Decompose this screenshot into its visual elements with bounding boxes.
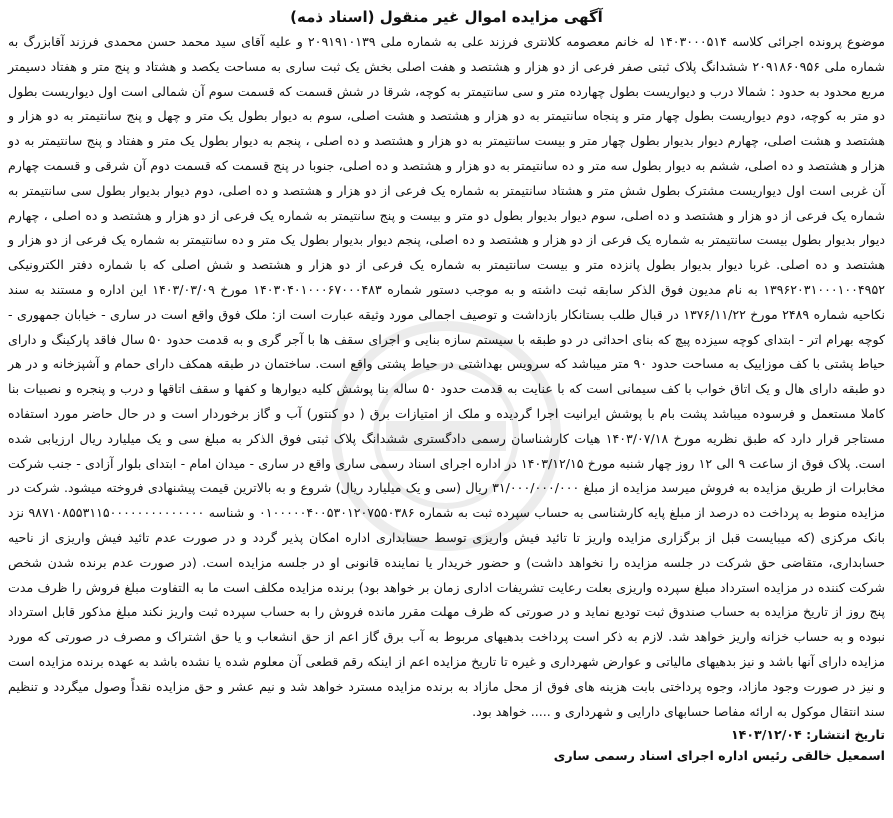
- notice-body: موضوع پرونده اجرائی کلاسه ۱۴۰۳۰۰۰۵۱۴ له خانم معصومه کلانتری فرزند علی به شماره ملی ۲۰۹۱۹۱۰۱۳۹ و علیه آقای سید محمد حسن محمدی فرزند آقابزرگ به شماره ملی ۲۰۹۱۸۶۰۹۵۶ ششدانگ پلاک ثبتی صفر فرعی از دو هزار و هشتصد و هفت اصلی بخش یک ثبت ساری به مساحت یکصد و هشتاد و پنج متر و هفتاد دسیمتر مربع محدود به حدود : شمالا درب و دیواریست بطول چهارده متر و سی سانتیمتر به کوچه، شرقا در شش قسمت که قسمت سوم آن شمالی است اول دیواریست بطول دو متر به کوچه، دوم دیواریست بطول چهار متر و پنجاه سانتیمتر به دو هزار و هشتصد و هشت اصلی، سوم به دیوار بطول یک متر و چهل و پنج سانتیمتر به دو هزار و هشتصد و هشت اصلی، چهارم دیوار بدیوار بطول چهار متر و بیست سانتیمتر به دو هزار و هشتصد و ده اصلی ، پنجم به دیوار بطول یک متر و هفتاد و پنج سانتیمتر به دو هزار و هشتصد و ده اصلی، ششم به دیوار بطول سه متر و ده سانتیمتر به دو هزار و هشتصد و ده اصلی، جنوبا در پنج قسمت که قسمت دوم آن شرقی و قسمت چهارم آن غربی است اول دیواریست مشترک بطول شش متر و هشتاد سانتیمتر به شماره یک فرعی از دو هزار و هشتصد و ده اصلی، دوم دیوار بدیوار بطول سی سانتیمتر به شماره یک فرعی از دو هزار و هشتصد و ده اصلی، سوم دیوار بدیوار بطول دو متر و بیست و پنج سانتیمتر به شماره یک فرعی از دو هزار و هشتصد و ده اصلی ، چهارم دیوار بدیوار بطول بیست سانتیمتر به شماره یک فرعی از دو هزار و هشتصد و ده اصلی، پنجم دیوار بدیوار بطول یک متر و ده سانتیمتر به شماره یک فرعی از دو هزار و هشتصد و ده اصلی. غربا دیوار بدیوار بطول پانزده متر و بیست سانتیمتر به شماره یک فرعی از دو هزار و هشتصد و شش اصلی که با شماره دفتر الکترونیکی ۱۳۹۶۲۰۳۱۰۰۰۱۰۰۴۹۵۲ به نام مدیون فوق الذکر سابقه ثبت داشته و به موجب دستور شماره ۱۴۰۳۰۴۰۱۰۰۰۶۷۰۰۰۴۸۳ مورخ ۱۴۰۳/۰۳/۰۹ این اداره و مستند به سند نکاحیه شماره ۲۴۸۹ مورخ ۱۳۷۶/۱۱/۲۲ در قبال طلب بستانکار بازداشت و توصیف اجمالی مورد وثیقه عبارت است از: ملک فوق واقع است در ساری - خیابان جمهوری - کوچه بهرام اتر - ابتدای کوچه سیزده پیچ که بنای احداثی در دو طبقه با سیستم سازه بنایی و اجرای سقف ها با آجر گری و به قدمت حدود ۵۰ سال فاقد پارکینگ و دارای حیاط پشتی با کف موزاییک به مساحت حدود ۹۰ متر میباشد که سرویس بهداشتی در حیاط پشتی واقع است. ساختمان در طبقه همکف دارای حمام و آشپزخانه و در هر دو طبقه دارای هال و یک اتاق خواب با کف سیمانی است که با عنایت به قدمت حدود ۵۰ ساله بنا پوشش کلیه دیوارها و کفها و سقف اتاقها و درب و پنجره و نصبیات بنا کاملا مستعمل و فرسوده میباشد پشت بام با پوشش ایرانیت اجرا گردیده و ملک از امتیازات برق ( دو کنتور) آب و گاز برخوردار است و در حال حاضر مورد استفاده مستاجر قرار دارد که طبق نظریه مورخ ۱۴۰۳/۰۷/۱۸ هیات کارشناسان رسمی دادگستری ششدانگ پلاک ثبتی فوق الذکر به مبلغ سی و یک میلیارد ریال ارزیابی شده است. پلاک فوق از ساعت ۹ الی ۱۲ روز چهار شنبه مورخ ۱۴۰۳/۱۲/۱۵ در اداره اجرای اسناد رسمی ساری واقع در ساری - میدان امام - ابتدای بلوار آزادی - جنب شرکت مخابرات از طریق مزایده به فروش میرسد مزایده از مبلغ ۳۱/۰۰۰/۰۰۰/۰۰۰ ریال (سی و یک میلیارد ریال) شروع و به بالاترین قیمت پیشنهادی فروخته میشود. شرکت در مزایده منوط به پرداخت ده درصد از مبلغ پایه کارشناسی به حساب سپرده ثبت به شماره ۰۱۰۰۰۰۰۴۰۰۵۳۰۱۲۰۷۵۵۰۳۸۶ و شناسه ۹۸۷۱۰۸۵۵۳۱۱۵۰۰۰۰۰۰۰۰۰۰۰۰۰۰ نزد بانک مرکزی (که میبایست قبل از برگزاری مزایده واریز تا تائید فیش واریزی توسط حسابداری اداره امکان پذیر گردد و در صورت عدم تائید فیش واریزی از ناحیه حسابداری، متقاضی حق شرکت در جلسه مزایده را نخواهد داشت) و حضور خریدار یا نماینده قانونی او در جلسه مزایده است. (در صورت عدم برنده شدن شخص شرکت کننده در مزایده استرداد مبلغ سپرده واریزی بعلت رعایت تشریفات اداری زمان بر خواهد بود) برنده مزایده مکلف است ما به التفاوت مبلغ فروش را ظرف مدت پنج روز از تاریخ مزایده به حساب صندوق ثبت تودیع نماید و در صورتی که ظرف مهلت مقرر مانده فروش را به حساب سپرده ثبت واریز نکند مبلغ مذکور قابل استرداد نبوده و به حساب خزانه واریز خواهد شد. لازم به ذکر است پرداخت بدهیهای مربوط به آب برق گاز اعم از حق انشعاب و یا حق اشتراک و مصرف در صورتی که مورد مزایده دارای آنها باشد و نیز بدهیهای مالیاتی و عوارض شهرداری و غیره تا تاریخ مزایده اعم از اینکه رقم قطعی آن معلوم شده یا نشده باشد به عهده برنده مزایده است و نیز در صورت وجود مازاد، وجوه پرداختی بابت هزینه های فوق از محل مازاد به برنده مزایده مسترد خواهد شد و نیم عشر و حق مزایده نقداً وصول میگردد و تنظیم سند انتقال موکول به ارائه مفاصا حسابهای دارایی و شهرداری و ..... خواهد بود.: [8, 34, 886, 719]
- notice-footer: [6, 724, 887, 766]
- notice-page: [6, 6, 887, 806]
- notice-title: آگهی مزایده اموال غیر منقول (اسناد ذمه): [290, 8, 603, 26]
- publish-date: تاریخ انتشار: ۱۴۰۳/۱۲/۰۴: [730, 727, 885, 743]
- signature-line: اسمعیل خالقی رئیس اداره اجرای اسناد رسمی ساری: [553, 748, 885, 764]
